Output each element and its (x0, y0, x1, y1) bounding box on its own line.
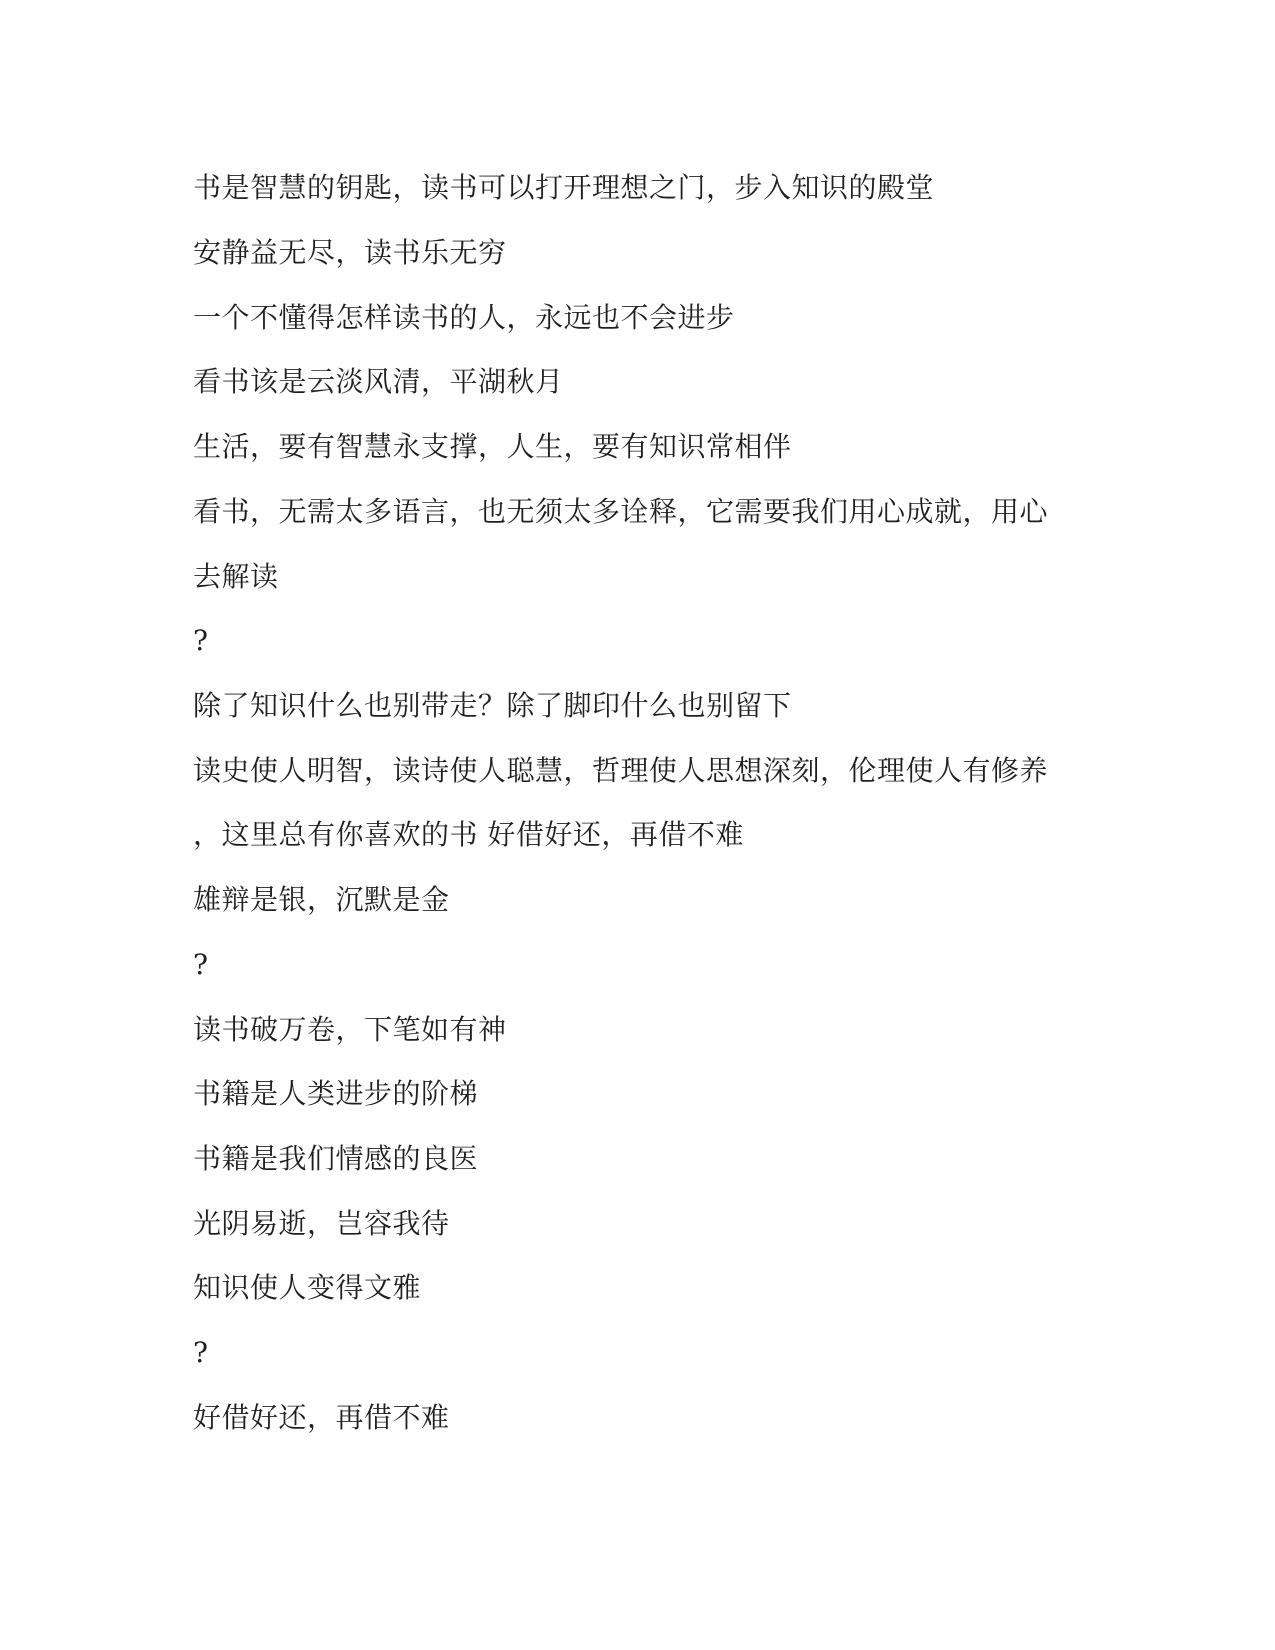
text-line: 读史使人明智，读诗使人聪慧，哲理使人思想深刻，伦理使人有修养 (193, 754, 1049, 787)
text-line: 书是智慧的钥匙，读书可以打开理想之门，步入知识的殿堂 (193, 171, 935, 204)
text-line: 好借好还，再借不难 (193, 1401, 450, 1434)
text-line: 安静益无尽，读书乐无穷 (193, 236, 507, 269)
text-line: 一个不懂得怎样读书的人，永远也不会进步 (193, 301, 735, 334)
text-line: 雄辩是银，沉默是金 (193, 883, 450, 916)
text-line: 去解读 (193, 560, 279, 593)
text-line: 看书该是云淡风清，平湖秋月 (193, 365, 564, 398)
text-line: 读书破万卷，下笔如有神 (193, 1013, 507, 1046)
text-line: ? (193, 624, 209, 657)
text-line: ? (193, 1336, 209, 1369)
text-line: 除了知识什么也别带走？除了脚印什么也别留下 (193, 689, 792, 722)
text-line: 光阴易逝，岂容我待 (193, 1207, 450, 1240)
text-line: 书籍是我们情感的良医 (193, 1142, 479, 1175)
text-line: 书籍是人类进步的阶梯 (193, 1077, 479, 1110)
text-line: 知识使人变得文雅 (193, 1271, 422, 1304)
text-line: 看书，无需太多语言，也无须太多诠释，它需要我们用心成就，用心 (193, 495, 1049, 528)
text-line: 生活，要有智慧永支撑，人生，要有知识常相伴 (193, 430, 792, 463)
text-line: ? (193, 948, 209, 981)
text-line: ，这里总有你喜欢的书 好借好还，再借不难 (193, 818, 744, 851)
